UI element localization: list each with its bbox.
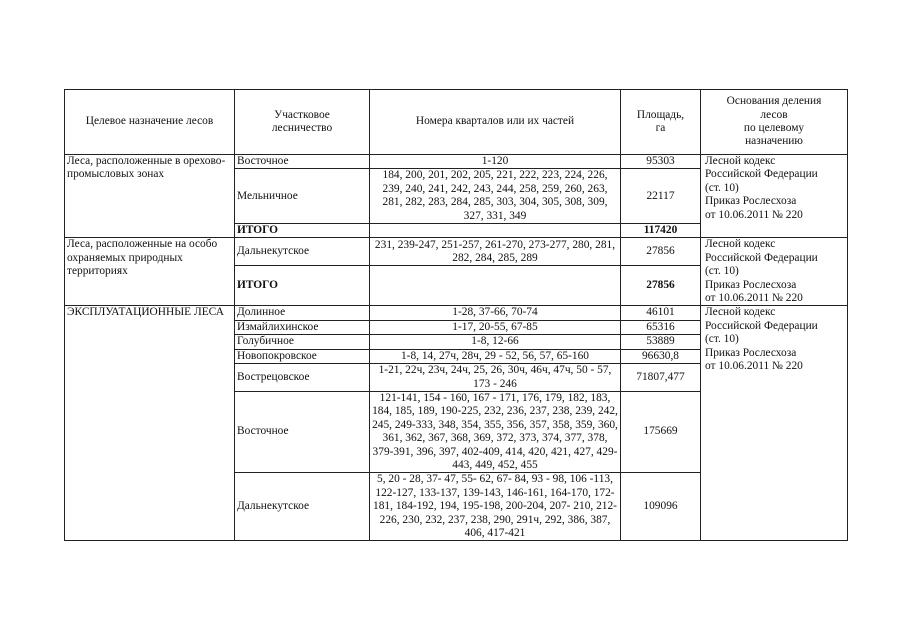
purpose-cell: Леса, расположенные в орехово-промысловых зонах: [65, 155, 235, 238]
basis-cell: Лесной кодекс Российской Федерации (ст. 10) Приказ Рослесхоза от 10.06.2011 № 220: [701, 306, 848, 541]
header-purpose: Целевое назначение лесов: [65, 90, 235, 155]
quarters-cell: 1-120: [370, 155, 621, 169]
header-quarters: Номера кварталов или их частей: [370, 90, 621, 155]
district-cell: Вострецовское: [235, 364, 370, 392]
area-cell: 53889: [621, 335, 701, 349]
basis-cell: Лесной кодекс Российской Федерации (ст. 10) Приказ Рослесхоза от 10.06.2011 № 220: [701, 238, 848, 306]
area-cell: 71807,477: [621, 364, 701, 392]
quarters-cell: 5, 20 - 28, 37- 47, 55- 62, 67- 84, 93 - 98, 106 -113, 122-127, 133-137, 139-143, 146-161, 164-170, 172-181, 184-192, 194, 195-198, 200-204, 207- 210, 212-226, 230, 232, 237, 238, 290, 291ч, 292, 386, 387, 406, 417-421: [370, 473, 621, 541]
area-cell: 22117: [621, 169, 701, 224]
area-cell: 175669: [621, 391, 701, 472]
total-area: 117420: [621, 224, 701, 238]
quarters-cell: 231, 239-247, 251-257, 261-270, 273-277, 280, 281, 282, 284, 285, 289: [370, 238, 621, 266]
district-cell: Дальнекутское: [235, 238, 370, 266]
district-cell: Дальнекутское: [235, 473, 370, 541]
total-label: ИТОГО: [235, 224, 370, 238]
area-cell: 46101: [621, 306, 701, 320]
quarters-cell: 1-21, 22ч, 23ч, 24ч, 25, 26, 30ч, 46ч, 47ч, 50 - 57, 173 - 246: [370, 364, 621, 392]
purpose-cell: Леса, расположенные на особо охраняемых природных территориях: [65, 238, 235, 306]
header-basis: Основания деления лесов по целевому назначению: [701, 90, 848, 155]
quarters-cell: [370, 266, 621, 306]
purpose-cell: ЭКСПЛУАТАЦИОННЫЕ ЛЕСА: [65, 306, 235, 541]
basis-cell: Лесной кодекс Российской Федерации (ст. 10) Приказ Рослесхоза от 10.06.2011 № 220: [701, 155, 848, 238]
area-cell: 27856: [621, 238, 701, 266]
table-row: [65, 155, 848, 169]
forest-purpose-table: [64, 89, 848, 541]
quarters-cell: 1-28, 37-66, 70-74: [370, 306, 621, 320]
quarters-cell: [370, 224, 621, 238]
table-row: [65, 306, 848, 320]
district-cell: Долинное: [235, 306, 370, 320]
quarters-cell: 184, 200, 201, 202, 205, 221, 222, 223, 224, 226, 239, 240, 241, 242, 243, 244, 258, 259, 260, 263, 281, 282, 283, 284, 285, 303, 304, 305, 308, 309, 327, 331, 349: [370, 169, 621, 224]
area-cell: 95303: [621, 155, 701, 169]
table-row: [65, 238, 848, 266]
quarters-cell: 1-8, 14, 27ч, 28ч, 29 - 52, 56, 57, 65-160: [370, 349, 621, 363]
district-cell: Голубичное: [235, 335, 370, 349]
header-district: Участковое лесничество: [235, 90, 370, 155]
quarters-cell: 1-8, 12-66: [370, 335, 621, 349]
area-cell: 96630,8: [621, 349, 701, 363]
quarters-cell: 121-141, 154 - 160, 167 - 171, 176, 179, 182, 183, 184, 185, 189, 190-225, 232, 236, 237, 238, 239, 242, 245, 249-333, 348, 354, 355, 356, 357, 358, 359, 360, 361, 362, 367, 368, 369, 372, 373, 374, 377, 378, 379-391, 396, 397, 402-409, 414, 420, 421, 427, 429-443, 449, 452, 455: [370, 391, 621, 472]
total-label: ИТОГО: [235, 266, 370, 306]
district-cell: Восточное: [235, 155, 370, 169]
area-cell: 109096: [621, 473, 701, 541]
total-area: 27856: [621, 266, 701, 306]
quarters-cell: 1-17, 20-55, 67-85: [370, 320, 621, 334]
area-cell: 65316: [621, 320, 701, 334]
district-cell: Восточное: [235, 391, 370, 472]
district-cell: Новопокровское: [235, 349, 370, 363]
district-cell: Измайлихинское: [235, 320, 370, 334]
district-cell: Мельничное: [235, 169, 370, 224]
table-header-row: [65, 90, 848, 155]
header-area: Площадь, га: [621, 90, 701, 155]
